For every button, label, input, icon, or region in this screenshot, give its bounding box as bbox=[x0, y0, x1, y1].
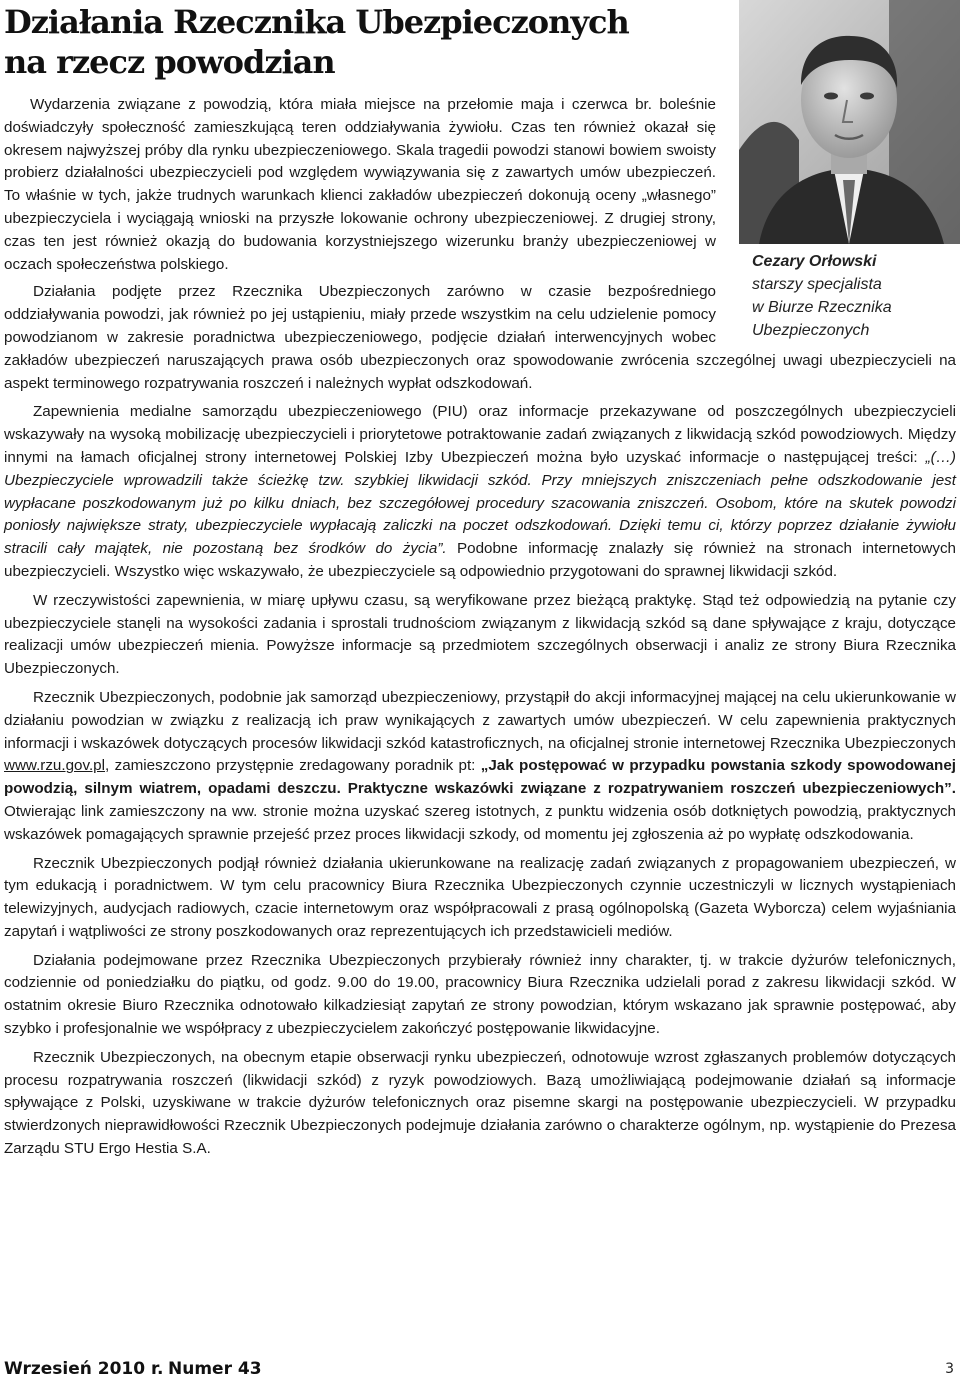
paragraph-7: Działania podejmowane przez Rzecznika Ubezpieczonych przybierały również inny charakter, tj. w trakcie dyżurów telefonicznych, codziennie od poniedziałku do piątku, od godz. 9.00 do 19.00, pracownicy Biura Rzecznika udzielali porad z zakresu likwidacji szkód. W ostatnim okresie Biuro Rzecznika odnotowało kilkadziesiąt zapytań ze strony powodzian, którym wskazano jak sprawnie postępować, aby szybko i profesjonalnie we współpracy z ubezpieczycielem zakończyć postępowanie likwidacyjne. bbox=[4, 951, 956, 1038]
paragraph-5-mid: , zamieszczono przystępnie zredagowany poradnik pt: bbox=[105, 757, 481, 775]
caption-office: w Biurze Rzecznika bbox=[752, 299, 892, 316]
paragraph-5-intro: Rzecznik Ubezpieczonych, podobnie jak samorząd ubezpieczeniowy, przystąpił do akcji informacyjnej mającej na celu ukierunkowanie w działaniu powodzian w związku z realizacją ich praw wynikających z zawartych umów ubezpieczeń. W celu zapewnienia praktycznych informacji i wskazówek dotyczących procesów likwidacji szkód katastroficznych, na oficjalnej stronie internetowej Rzecznika Ubezpieczonych bbox=[4, 688, 956, 752]
page-footer bbox=[0, 1355, 960, 1383]
article-title-line-2: na rzecz powodzian bbox=[4, 43, 335, 81]
footer-issue: Numer 43 bbox=[168, 1359, 262, 1379]
caption-name: Cezary Orłowski bbox=[752, 253, 877, 270]
article-title bbox=[4, 2, 724, 82]
paragraph-3 bbox=[4, 401, 956, 583]
article-title-line-1: Działania Rzecznika Ubezpieczonych bbox=[4, 3, 629, 41]
caption-office-2: Ubezpieczonych bbox=[752, 322, 870, 339]
paragraph-5 bbox=[4, 687, 956, 847]
page-number: 3 bbox=[945, 1361, 954, 1377]
paragraph-2: Działania podjęte przez Rzecznika Ubezpieczonych zarówno w czasie bezpośredniego oddziaływania powodzi, jak również po jej ustąpieniu, miały przede wszystkim na celu udzielenie pomocy powodzianom w zakresie poradnictwa ubezpieczeniowego, podjęcie działań interwencyjnych wobec zakładów ubezpieczeń naruszających prawa osób ubezpieczonych oraz spowodowanie zwrócenia szczególnej uwagi ubezpieczycieli na aspekt terminowego rozpatrywania roszczeń i należnych wypłat odszkodowań. bbox=[4, 283, 956, 392]
paragraph-5-end: Otwierając link zamieszczony na ww. stronie można uzyskać szereg istotnych, z punktu widzenia osób dotkniętych powodzią, praktycznych wskazówek pomagających sprawnie przejeść przez proces likwidacji szkody, od momentu jej zgłoszenia aż po wypłatę odszkodowania. bbox=[4, 802, 956, 843]
guide-title: „Jak postępować w przypadku powstania szkody spowodowanej powodzią, silnym wiatrem, opadami deszczu. Praktyczne wskazówki związane z rozpatrywaniem roszczeń ubezpieczeniowych”. bbox=[4, 757, 956, 798]
paragraph-8: Rzecznik Ubezpieczonych, na obecnym etapie obserwacji rynku ubezpieczeń, odnotowuje wzrost zgłaszanych problemów dotyczących procesu rozpatrywania roszczeń (likwidacji szkód) z ryzyk powodziowych. Bazą umożliwiającą podejmowanie działań są informacje spływające z Polski, uzyskiwane w trakcie dyżurów telefonicznych oraz pisemne skargi na postępowanie ubezpieczycieli. W przypadku stwierdzonych nieprawidłowości Rzecznik Ubezpieczonych podejmuje działania zarówno o charakterze ogólnym, np. wystąpienie do Prezesa Zarządu STU Ergo Hestia S.A. bbox=[4, 1048, 956, 1158]
paragraph-3-end: Podobne informację znalazły się również na stronach internetowych ubezpieczycieli. Wszystko więc wskazywało, że ubezpieczyciele są odpowiednio przygotowani do sprawnej likwidacji szkód. bbox=[4, 540, 956, 580]
article-body bbox=[4, 94, 956, 1167]
paragraph-4: W rzeczywistości zapewnienia, w miarę upływu czasu, są weryfikowane przez bieżącą praktykę. Stąd też odpowiedzią na pytanie czy ubezpieczyciele stanęli na wysokości zadania i sprostali trudnościom związanym z likwidacją szkód są dane spływające z kraju, dotyczące realizacji umów ubezpieczeń mienia. Powyższe informacje są przedmiotem szczególnych obserwacji i analiz ze strony Biura Rzecznika Ubezpieczonych. bbox=[4, 591, 956, 678]
piu-quote: „(…) Ubezpieczyciele wprowadzili także ścieżkę tzw. szybkiej likwidacji szkód. Przy mniejszych zniszczeniach pełne odszkodowanie jest wypłacane poszkodowanym już po kilku dniach, bez szczegółowej procedury szacowania zniszczeń. Osobom, które na skutek powodzi poniosły największe straty, ubezpieczyciele wypłacają zaliczki na poczet odszkodowań. Dzięki temu ci, którzy poprzez działanie żywiołu stracili cały majątek, nie pozostaną bez środków do życia”. bbox=[4, 448, 956, 558]
rzu-website-link[interactable]: www.rzu.gov.pl bbox=[4, 757, 106, 775]
paragraph-1: Wydarzenia związane z powodzią, która miała miejsce na przełomie maja i czerwca br. boleśnie doświadczyły społeczność zamieszkującą teren oddziaływania żywiołu. Czas ten również okazał się okresem najwyższej próby dla rynku ubezpieczeniowego. Skala tragedii powodzi stanowi bowiem swoisty probierz działalności ubezpieczycieli pod względem wywiązywania się z zawartych umów ubezpieczeń. To właśnie w tych, jakże trudnych warunkach klienci zakładów ubezpieczeń dokonują oceny „własnego” ubezpieczyciela i wyciągają wnioski na przyszłe lokowanie ochrony ubezpieczeniowej. Z drugiej strony, czas ten jest również okazją do budowania korzystniejszego wizerunku branży ubezpieczeniowej w oczach społeczeństwa polskiego. bbox=[4, 96, 716, 273]
paragraph-3-intro: Zapewnienia medialne samorządu ubezpieczeniowego (PIU) oraz informacje przekazywane od poszczególnych ubezpieczycieli wskazywały na wysoką mobilizację ubezpieczycieli i priorytetowe potraktowanie zadań związanych z likwidacją szkód powodziowych. Między innymi na łamach oficjalnej strony internetowej Polskiej Izby Ubezpieczeń można było uzyskać informacje o następującej treści: bbox=[4, 403, 956, 466]
caption-role: starszy specjalista bbox=[752, 276, 882, 293]
photo-float-spacer bbox=[716, 94, 956, 348]
paragraph-6: Rzecznik Ubezpieczonych podjął również działania ukierunkowane na realizację zadań związanych z propagowaniem ubezpieczeń, w tym edukacją i poradnictwem. W tym celu pracownicy Biura Rzecznika Ubezpieczonych czynnie uczestniczyli w licznych wystąpieniach telewizyjnych, audycjach radiowych, czacie internetowym oraz współpracowali z prasą ogólnopolską (Gazeta Wyborcza) celem wyjaśniania zapytań i wątpliwości ze strony poszkodowanych oraz reprezentujących ich przedstawicieli mediów. bbox=[4, 854, 956, 940]
footer-date: Wrzesień 2010 r. bbox=[4, 1359, 164, 1379]
